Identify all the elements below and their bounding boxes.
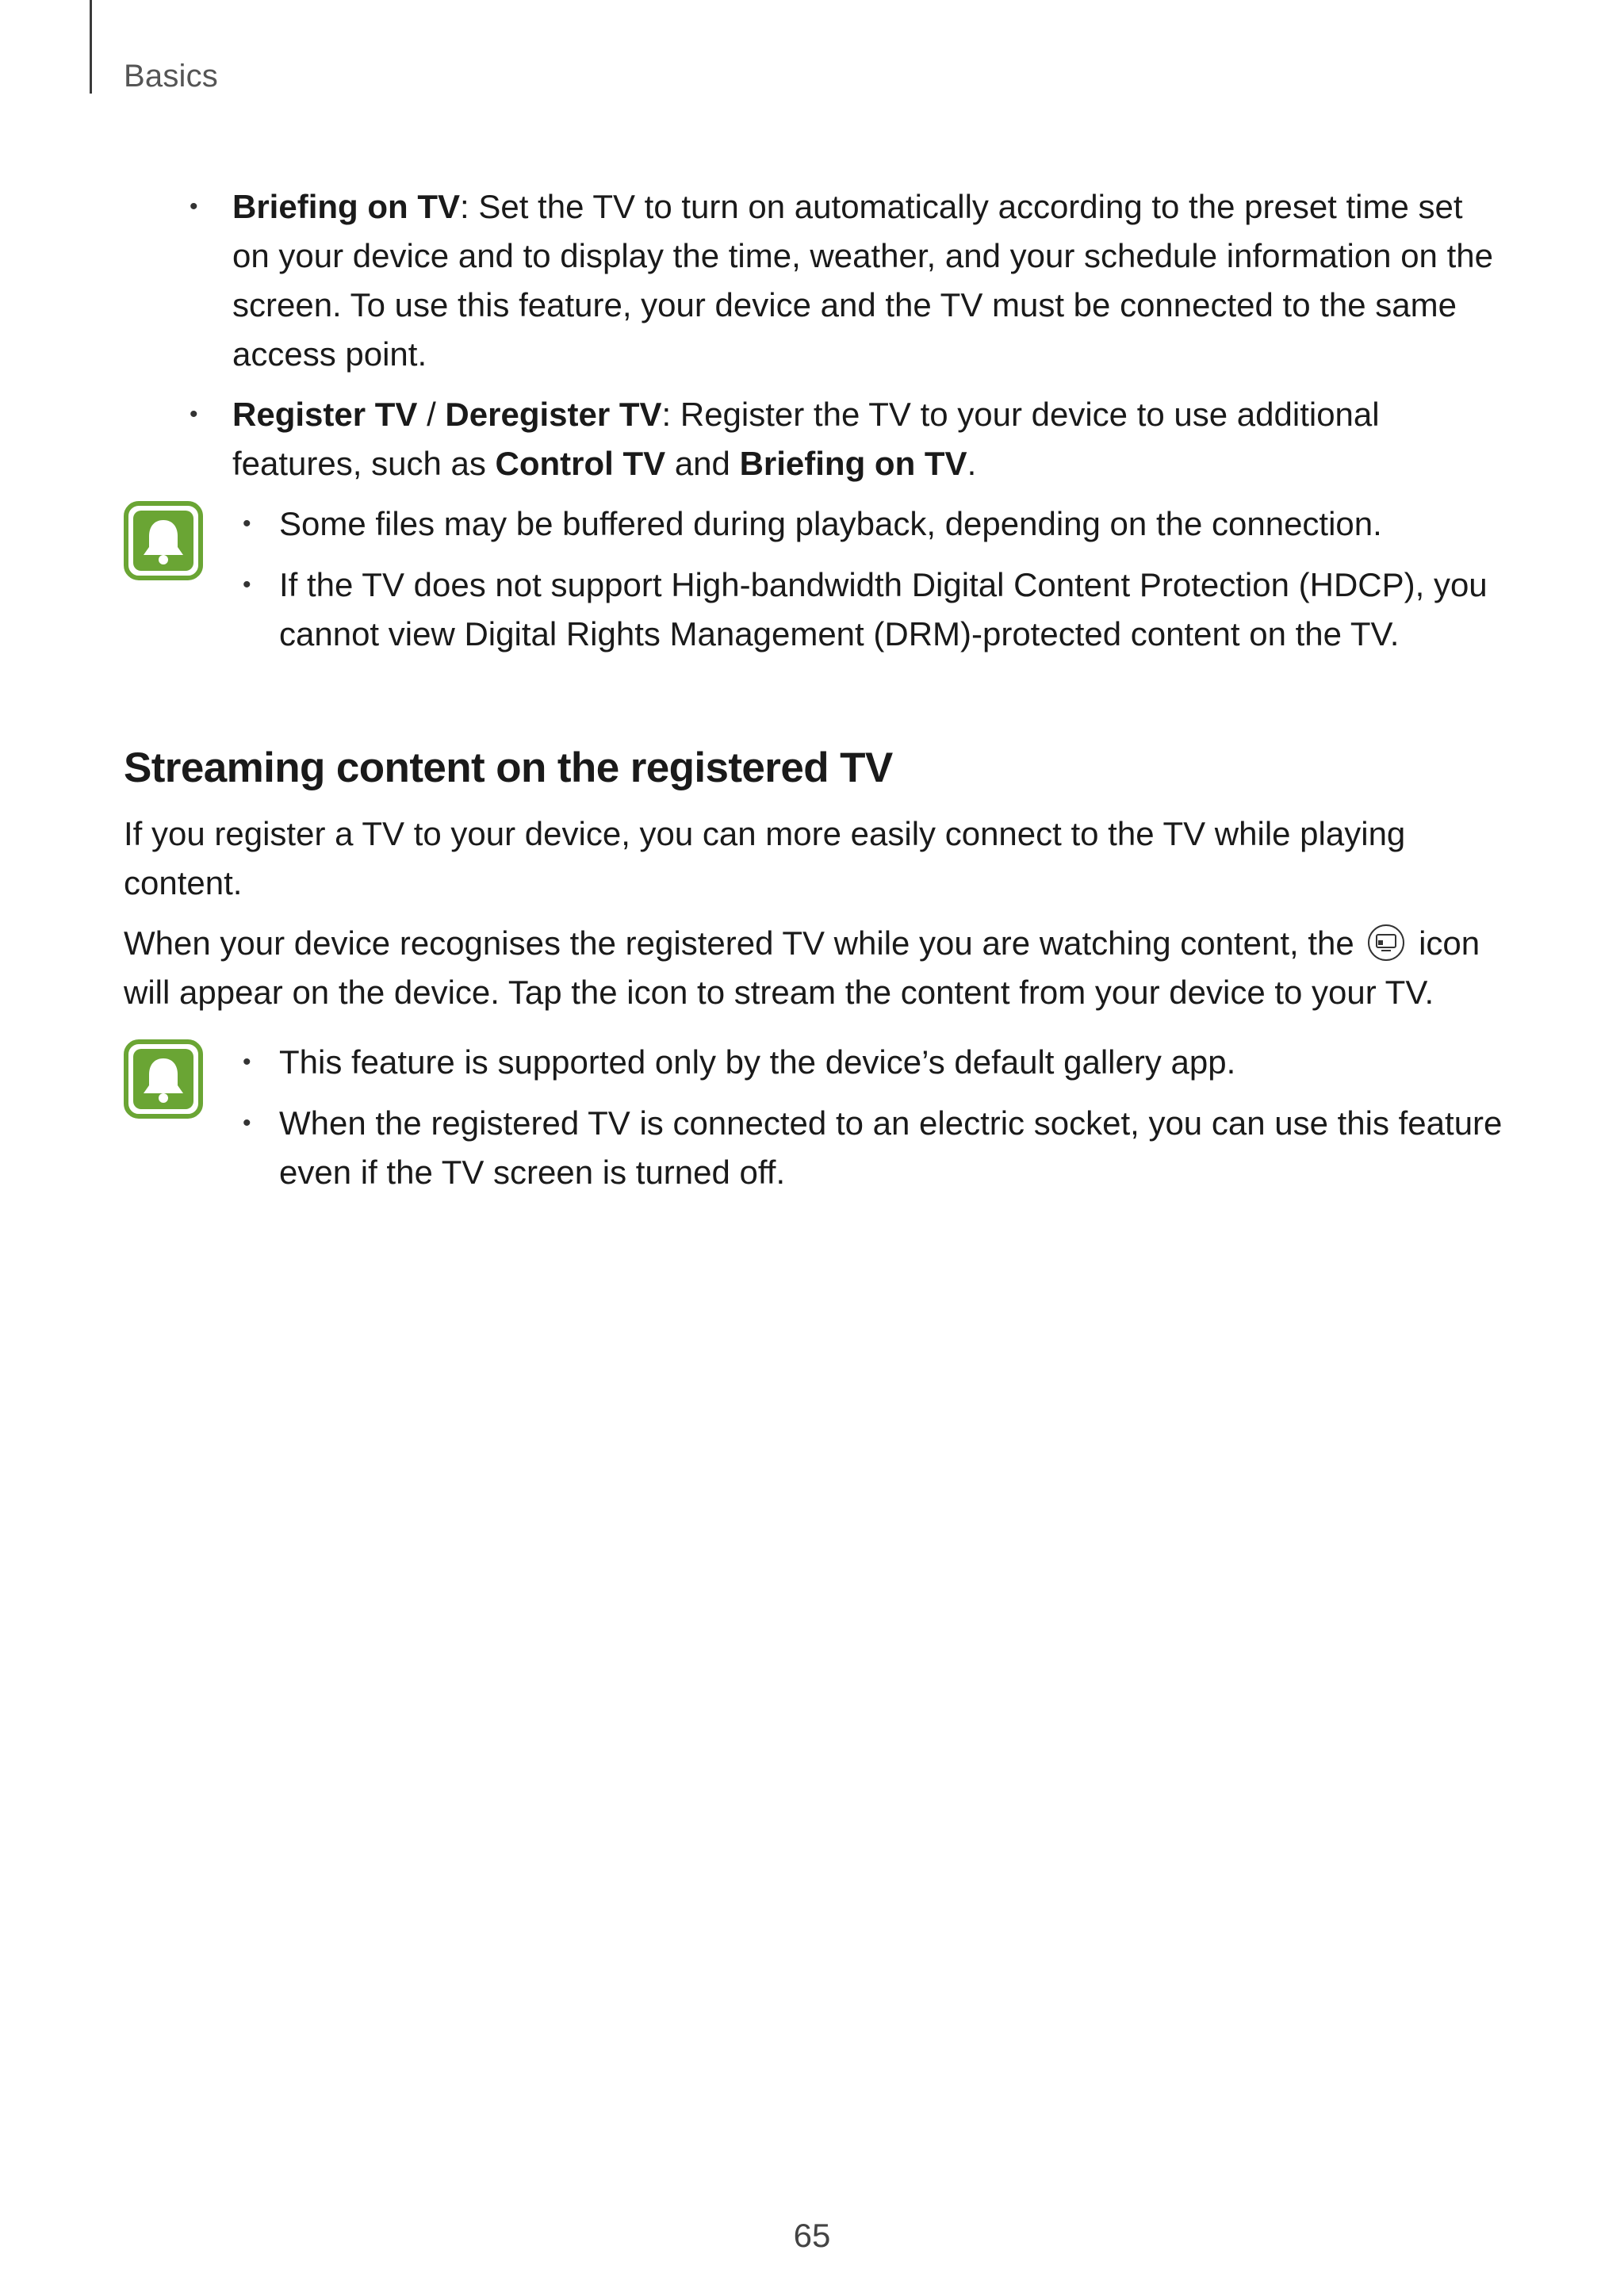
note-item xyxy=(243,499,1503,549)
bullet-icon: • xyxy=(190,401,198,427)
item-text: : Set the TV to turn on automatically according to the preset time set on your device and to display the time, weather, and your schedule information on the screen. To use this feature, your device and the TV must be connected to the same access point. xyxy=(232,188,1493,373)
note-box xyxy=(124,499,1503,671)
section-header: Basics xyxy=(124,59,219,94)
notification-bell-icon xyxy=(124,501,203,580)
note-item xyxy=(243,561,1503,659)
item-text: . xyxy=(967,445,977,482)
tv-stream-icon xyxy=(1366,923,1406,962)
bullet-icon: • xyxy=(243,572,251,598)
item-text: and xyxy=(665,445,740,482)
bullet-icon: • xyxy=(243,1049,251,1075)
term: Deregister TV xyxy=(445,396,662,433)
bullet-icon: • xyxy=(243,1110,251,1136)
note-list xyxy=(203,1038,1503,1209)
note-box xyxy=(124,1038,1503,1209)
page-content xyxy=(124,182,1503,1209)
term: Control TV xyxy=(495,445,666,482)
header-rule xyxy=(90,0,92,94)
note-list xyxy=(203,499,1503,671)
note-text: Some files may be buffered during playback, depending on the connection. xyxy=(279,505,1382,542)
feature-list xyxy=(124,182,1503,488)
section-heading: Streaming content on the registered TV xyxy=(124,744,893,791)
note-text: When the registered TV is connected to an electric socket, you can use this feature even if the TV screen is turned off. xyxy=(279,1104,1503,1191)
term: Briefing on TV xyxy=(232,188,460,225)
list-item xyxy=(124,182,1503,379)
page-number: 65 xyxy=(793,2217,831,2254)
paragraph-text: icon will appear on the device. Tap the icon to stream the content from your device to your TV. xyxy=(124,924,1480,1011)
item-text: : Register the TV to your device to use additional features, such as xyxy=(232,396,1380,482)
list-item xyxy=(124,390,1503,488)
note-text: This feature is supported only by the device’s default gallery app. xyxy=(279,1043,1236,1081)
paragraph-text: When your device recognises the registered TV while you are watching content, the xyxy=(124,924,1364,962)
term: Briefing on TV xyxy=(739,445,967,482)
note-text: If the TV does not support High-bandwidth Digital Content Protection (HDCP), you cannot view Digital Rights Management (DRM)-protected content on the TV. xyxy=(279,566,1488,652)
paragraph: If you register a TV to your device, you can more easily connect to the TV while playing content. xyxy=(124,815,1406,901)
notification-bell-icon xyxy=(124,1039,203,1119)
note-item xyxy=(243,1099,1503,1197)
term: Register TV xyxy=(232,396,418,433)
separator: / xyxy=(417,396,446,433)
note-item xyxy=(243,1038,1503,1087)
bullet-icon: • xyxy=(243,511,251,537)
bullet-icon: • xyxy=(190,193,198,220)
paragraph xyxy=(124,919,1503,1017)
